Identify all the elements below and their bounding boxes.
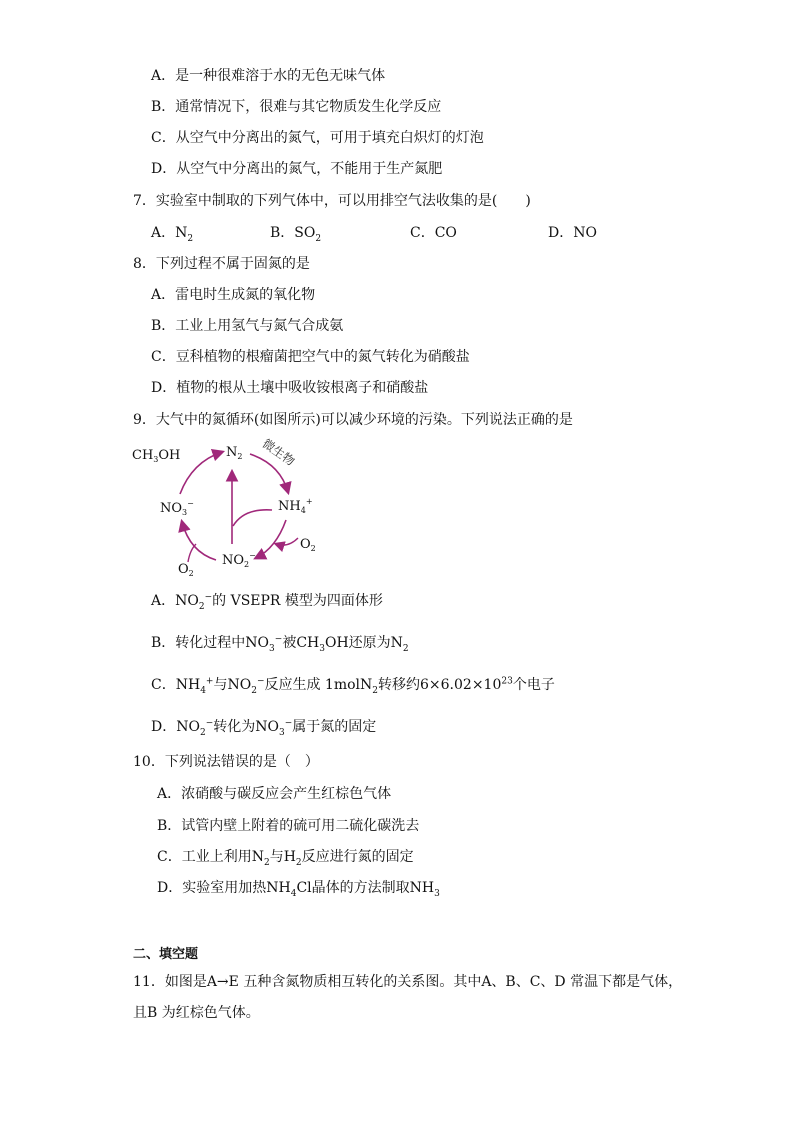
q7-option-c: C．CO (410, 225, 457, 241)
arrow-nh4-to-no2 (256, 520, 286, 558)
arrow-no3-to-n2 (180, 452, 222, 494)
label-nh4: $NH_4^+$ (278, 497, 313, 515)
q9-option-d: D．$NO_2^-$转化为$NO_3^-$属于氮的固定 (151, 718, 377, 738)
q6-option-a: A．是一种很难溶于水的无色无味气体 (151, 68, 386, 84)
q8-stem: 8．下列过程不属于固氮的是 (133, 256, 310, 272)
q10-option-c: C．工业上利用$N_2$与$H_2$反应进行氮的固定 (157, 849, 414, 868)
q8-option-b: B．工业上用氢气与氮气合成氨 (151, 318, 344, 334)
q9-stem: 9．大气中的氮循环(如图所示)可以减少环境的污染。下列说法正确的是 (133, 412, 573, 428)
q7-option-a: A．$N_2$ (151, 225, 194, 244)
curve-nh4-to-line (233, 510, 272, 526)
label-microbe: 微生物 (259, 436, 298, 469)
q10-option-a: A．浓硝酸与碳反应会产生红棕色气体 (157, 786, 392, 802)
q11-line-2: 且B 为红棕色气体。 (133, 1005, 260, 1021)
q8-option-d: D．植物的根从土壤中吸收铵根离子和硝酸盐 (151, 380, 429, 396)
q11-line-1: 11．如图是A→E 五种含氮物质相互转化的关系图。其中A、B、C、D 常温下都是气体， (133, 974, 683, 990)
label-o2-left: $O_2$ (178, 562, 194, 578)
arrow-no2-to-no3 (182, 522, 216, 560)
q7-option-d: D．NO (548, 225, 597, 241)
q10-stem: 10．下列说法错误的是（ ） (133, 754, 319, 770)
q7-option-b: B．$SO_2$ (270, 225, 322, 244)
q6-option-c: C．从空气中分离出的氮气，可用于填充白炽灯的灯泡 (151, 130, 484, 146)
label-o2-right: $O_2$ (300, 537, 316, 553)
arrow-o2-right (276, 538, 298, 545)
q9-option-c: C．$NH_4^+$与$NO_2^-$反应生成 1molN$_2$转移约$6\times 6.02\times 10^{23}$个电子 (151, 676, 555, 696)
q8-option-c: C．豆科植物的根瘤菌把空气中的氮气转化为硝酸盐 (151, 349, 470, 365)
label-no2: $NO_2^-$ (222, 551, 256, 569)
q10-option-d: D．实验室用加热$NH_4Cl$晶体的方法制取$NH_3$ (157, 880, 440, 899)
q10-option-b: B．试管内壁上附着的硫可用二硫化碳洗去 (157, 818, 420, 834)
q6-option-b: B．通常情况下，很难与其它物质发生化学反应 (151, 99, 442, 115)
section-heading-fill-blank: 二、填空题 (133, 947, 199, 962)
q9-option-a: A．$NO_2^-$的 VSEPR 模型为四面体形 (151, 592, 383, 612)
nitrogen-cycle-diagram (128, 436, 328, 581)
label-n2: $N_2$ (226, 445, 243, 461)
label-no3: $NO_3^-$ (160, 499, 194, 517)
q9-option-b: B．转化过程中$NO_3^-$被$CH_3OH$还原为$N_2$ (151, 634, 409, 654)
q8-option-a: A．雷电时生成氮的氧化物 (151, 287, 316, 303)
q6-option-d: D．从空气中分离出的氮气，不能用于生产氮肥 (151, 161, 443, 177)
q7-stem: 7．实验室中制取的下列气体中，可以用排空气法收集的是( ) (133, 193, 531, 209)
label-ch3oh: $CH_3OH$ (132, 448, 181, 464)
